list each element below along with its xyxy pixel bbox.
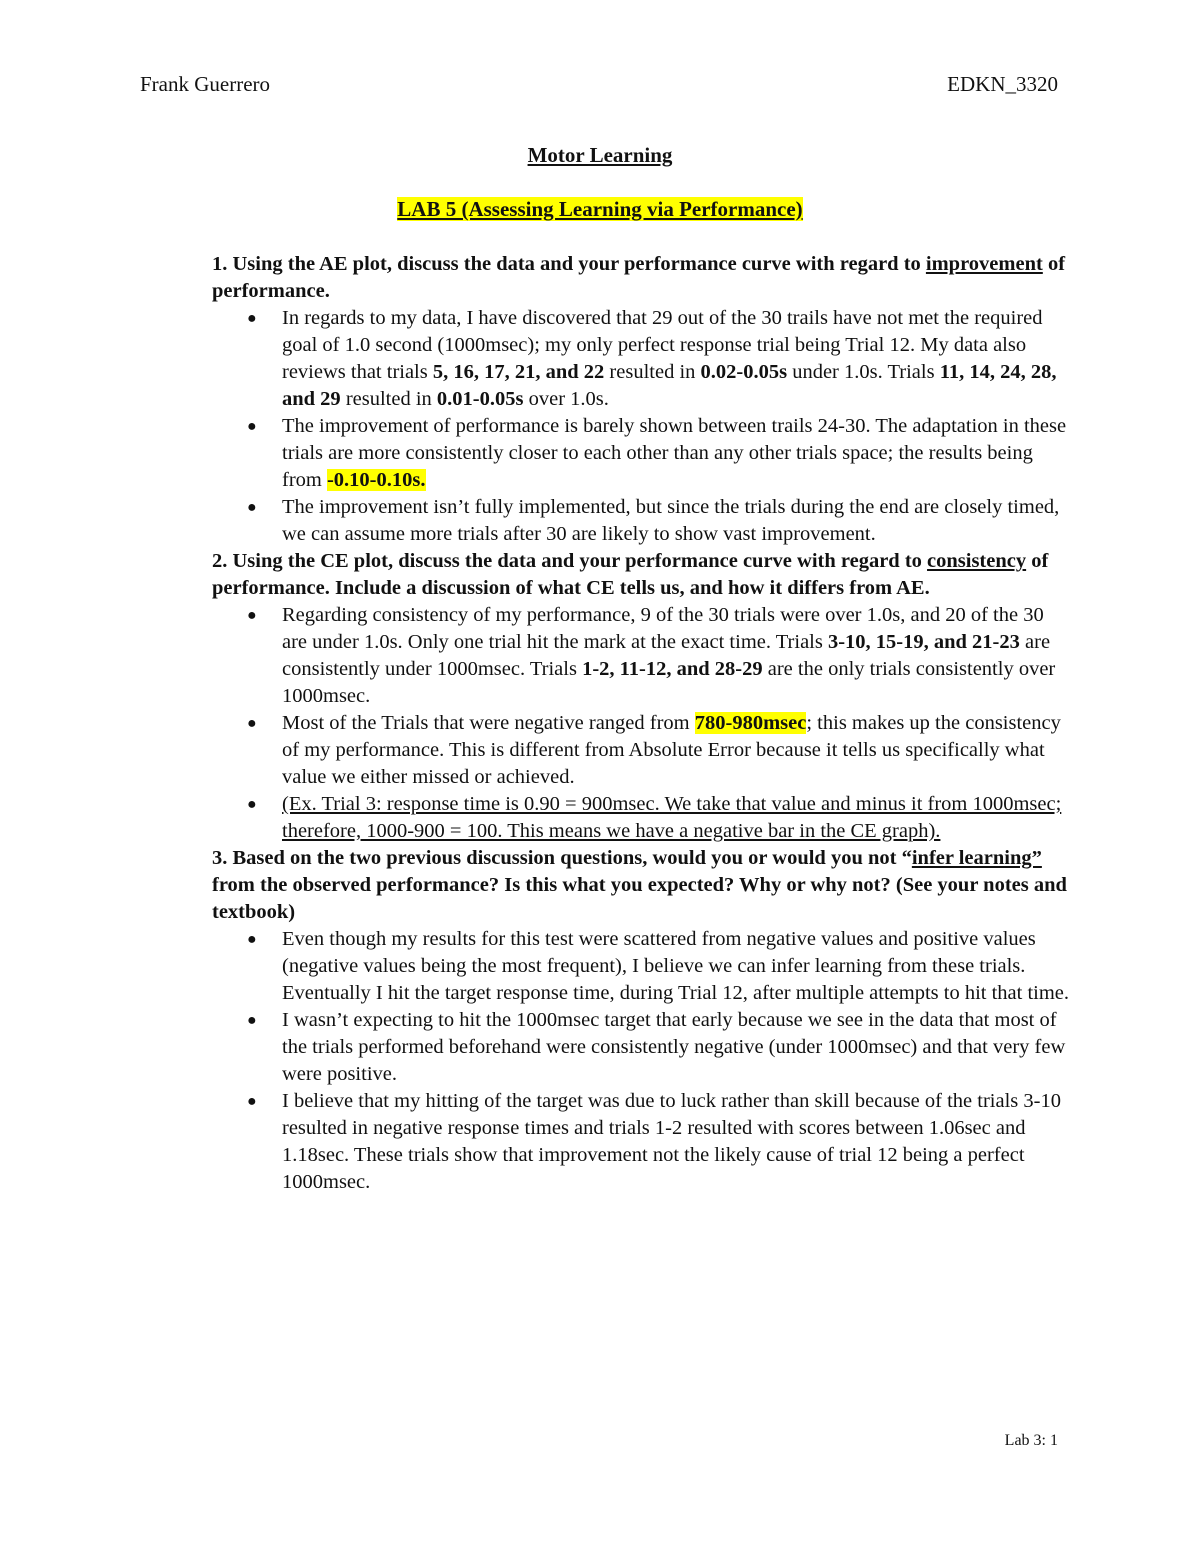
list-item [247, 791, 1072, 845]
page-footer: Lab 3: 1 [1004, 1432, 1058, 1449]
answer-text: Most of the Trials that were negative ranged from [282, 712, 695, 734]
answer-text: Regarding consistency of my performance, 9 of the 30 trials were over 1.0s, and 20 of the 30 are under 1.0s. Only one trial hit the mark at the exact time. Trials [282, 604, 1044, 653]
answer-text: resulted in [340, 388, 437, 410]
question-1-text-a: 1. Using the AE plot, discuss the data and your performance curve with regard to [212, 253, 926, 275]
bullet-icon: ● [247, 931, 257, 948]
question-1-underline: improvement [925, 253, 1043, 275]
list-item [247, 413, 1072, 494]
bullet-icon: ● [247, 499, 257, 516]
document-title: Motor Learning [527, 143, 673, 167]
question-3-answers [212, 926, 1072, 1196]
question-2-underline: consistency [927, 550, 1027, 572]
answer-bold: 3-10, 15-19, and 21-23 [827, 631, 1020, 653]
question-2 [212, 548, 1072, 602]
lab-subtitle-text: LAB 5 (Assessing Learning via Performance) [397, 197, 803, 221]
question-2-answers [212, 602, 1072, 845]
answer-bold: 0.01-0.05s [436, 388, 524, 410]
lab-subtitle [0, 197, 1200, 222]
answer-text: I believe that my hitting of the target was due to luck rather than skill because of the trials 3-10 resulted in negative response times and trials 1-2 resulted with scores between 1.06sec and 1.18sec. These trials show that improvement not the likely cause of trial 12 being a perfect 1000msec. [282, 1090, 1061, 1193]
answer-text: are consistently under 1000msec. Trials [282, 631, 1051, 680]
answer-text: The improvement of performance is barely shown between trails 24-30. The adaptation in these trials are more consistently closer to each other than any other trials space; the results being from [282, 415, 1067, 491]
bullet-icon: ● [247, 1012, 257, 1029]
answer-text: ; this makes up the consistency of my performance. This is different from Absolute Error because it tells us specifically what value we either missed or achieved. [282, 712, 1061, 788]
answer-example-text: (Ex. Trial 3: response time is 0.90 = 900msec. We take that value and minus it from 1000msec; therefore, 1000-900 = 100. This means we have a negative bar in the CE graph). [282, 793, 1062, 842]
highlighted-range: -0.10-0.10s. [326, 469, 426, 491]
question-3-underline: infer learning” [911, 847, 1042, 869]
answer-text: resulted in [604, 361, 701, 383]
answer-bold: 1-2, 11-12, and 28-29 [582, 658, 763, 680]
highlighted-range: 780-980msec [694, 712, 807, 734]
question-1-text-b: of performance. [212, 253, 1066, 302]
bullet-icon: ● [247, 796, 257, 813]
bullet-icon: ● [247, 1093, 257, 1110]
question-3-text-a: 3. Based on the two previous discussion questions, would you or would you not “ [212, 847, 912, 869]
question-2-text-a: 2. Using the CE plot, discuss the data and your performance curve with regard to [212, 550, 928, 572]
question-3-text-b: from the observed performance? Is this what you expected? Why or why not? (See your notes and textbook) [212, 874, 1067, 923]
answer-text: under 1.0s. Trials [787, 361, 940, 383]
list-item [247, 1088, 1072, 1196]
list-item [247, 926, 1072, 1007]
bullet-icon: ● [247, 715, 257, 732]
question-2-text-b: of performance. Include a discussion of what CE tells us, and how it differs from AE. [212, 550, 1049, 599]
list-item [247, 494, 1072, 548]
question-1 [212, 251, 1072, 305]
answer-text: I wasn’t expecting to hit the 1000msec target that early because we see in the data that most of the trials performed beforehand were consistently negative (under 1000msec) and that very few were positive. [282, 1009, 1066, 1085]
list-item [247, 710, 1072, 791]
answer-text: In regards to my data, I have discovered that 29 out of the 30 trails have not met the required goal of 1.0 second (1000msec); my only perfect response trial being Trial 12. My data also reviews that trials [282, 307, 1043, 383]
list-item [247, 305, 1072, 413]
answer-text: The improvement isn’t fully implemented, but since the trials during the end are closely timed, we can assume more trials after 30 are likely to show vast improvement. [282, 496, 1060, 545]
answer-text: are the only trials consistently over 1000msec. [282, 658, 1056, 707]
bullet-icon: ● [247, 418, 257, 435]
document-body [212, 251, 1072, 1196]
answer-text: over 1.0s. [523, 388, 609, 410]
answer-bold: 11, 14, 24, 28, and 29 [282, 361, 1057, 410]
answer-text: Even though my results for this test were scattered from negative values and positive values (negative values being the most frequent), I believe we can infer learning from these trials. Eventually I hit the target response time, during Trial 12, after multiple attempts to hit that time. [282, 928, 1070, 1004]
bullet-icon: ● [247, 310, 257, 327]
bullet-icon: ● [247, 607, 257, 624]
answer-bold: 0.02-0.05s [700, 361, 788, 383]
question-1-answers [212, 305, 1072, 548]
question-3 [212, 845, 1072, 926]
author-name: Frank Guerrero [140, 72, 271, 96]
list-item [247, 1007, 1072, 1088]
course-code: EDKN_3320 [947, 72, 1058, 96]
list-item [247, 602, 1072, 710]
answer-bold: 5, 16, 17, 21, and 22 [432, 361, 605, 383]
